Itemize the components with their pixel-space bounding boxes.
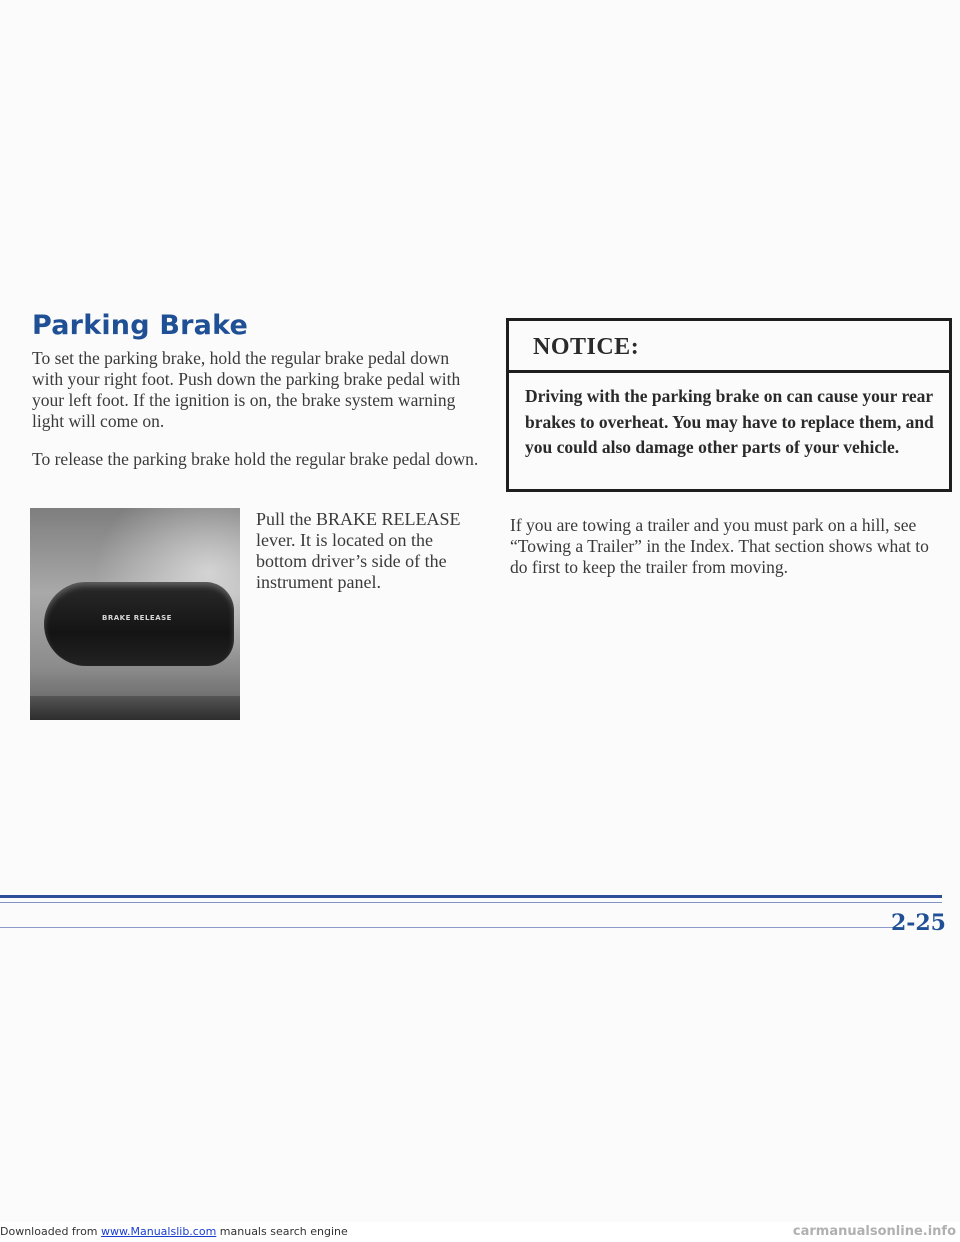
brake-release-lever: [44, 582, 234, 666]
watermark-brand: carmanualsonline.info: [792, 1224, 956, 1239]
footer-prefix: Downloaded from: [0, 1225, 102, 1238]
set-brake-paragraph: To set the parking brake, hold the regular brake pedal down with your right foot. Push down the parking brake pedal with your left foot. If the ignition is on, the brake system warning light will come on.: [32, 348, 461, 431]
page-rule-thin: [0, 902, 942, 903]
towing-paragraph: If you are towing a trailer and you must park on a hill, see “Towing a Trailer” in the Index. That section shows what to do first to keep the trailer from moving.: [510, 515, 929, 577]
manualslib-link[interactable]: www.Manualslib.com: [101, 1225, 217, 1238]
photo-floor-shadow: [30, 696, 240, 720]
notice-title: NOTICE:: [533, 334, 640, 360]
page-number: 2-25: [890, 910, 946, 936]
notice-body: Driving with the parking brake on can cause your rear brakes to overheat. You may have to replace them, and you could also damage other parts of your vehicle.: [525, 386, 934, 457]
download-footer: [0, 1222, 960, 1242]
section-title: Parking Brake: [32, 310, 249, 341]
notice-box: [506, 318, 952, 492]
release-brake-paragraph: To release the parking brake hold the regular brake pedal down.: [32, 449, 479, 469]
footer-suffix: manuals search engine: [216, 1225, 348, 1238]
page-rule-lower: [0, 927, 900, 928]
brake-release-label: BRAKE RELEASE: [102, 614, 172, 622]
page-rule-main: [0, 895, 942, 898]
photo-caption: Pull the BRAKE RELEASE lever. It is located on the bottom driver’s side of the instrument panel.: [256, 509, 461, 592]
brake-release-photo: [30, 508, 240, 720]
notice-header: [509, 321, 949, 373]
